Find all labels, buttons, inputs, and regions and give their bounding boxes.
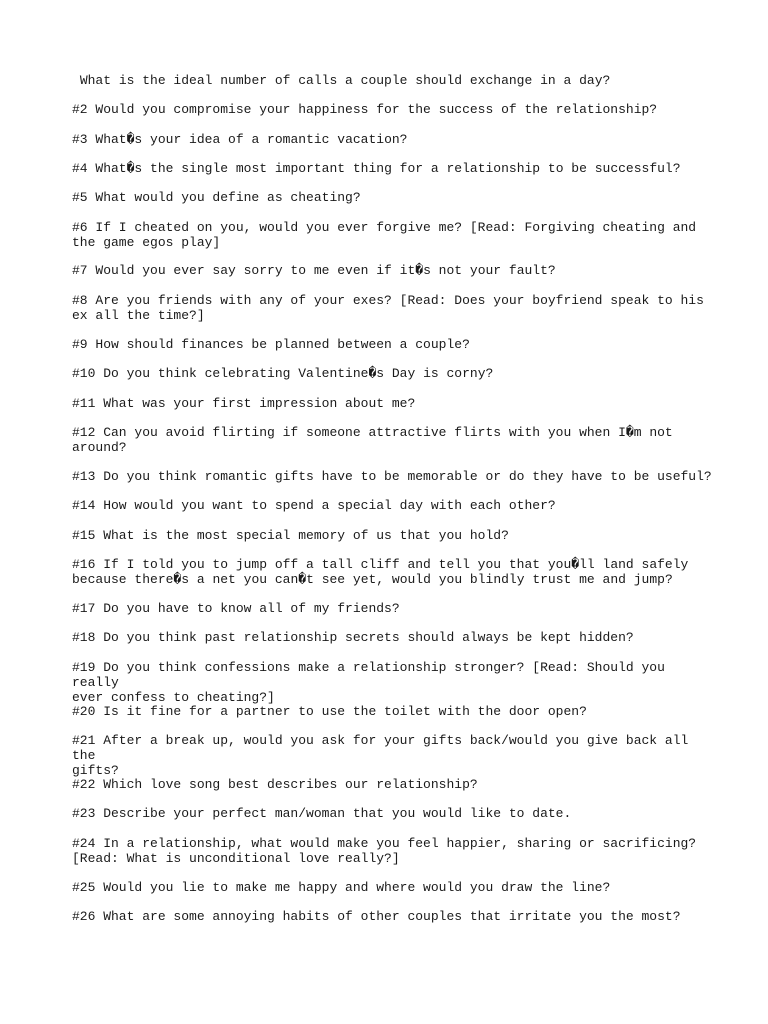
- question-22: #22 Which love song best describes our relationship?: [72, 777, 478, 792]
- question-10: #10 Do you think celebrating Valentine�s Day is corny?: [72, 366, 494, 381]
- question-9: #9 How should finances be planned between a couple?: [72, 337, 470, 352]
- question-16: #16 If I told you to jump off a tall cliff and tell you that you�ll land safely because there�s a net you can�t see yet, would you blindly trust me and jump?: [72, 557, 689, 587]
- question-4: #4 What�s the single most important thing for a relationship to be successful?: [72, 161, 681, 176]
- question-12: #12 Can you avoid flirting if someone attractive flirts with you when I�m not around?: [72, 425, 673, 455]
- question-26: #26 What are some annoying habits of other couples that irritate you the most?: [72, 909, 681, 924]
- question-6: #6 If I cheated on you, would you ever forgive me? [Read: Forgiving cheating and the game egos play]: [72, 220, 697, 250]
- question-21: #21 After a break up, would you ask for your gifts back/would you give back all the gifts?: [72, 733, 689, 778]
- question-14: #14 How would you want to spend a special day with each other?: [72, 498, 556, 513]
- question-18: #18 Do you think past relationship secrets should always be kept hidden?: [72, 630, 634, 645]
- question-13: #13 Do you think romantic gifts have to be memorable or do they have to be useful?: [72, 469, 712, 484]
- question-11: #11 What was your first impression about me?: [72, 396, 416, 411]
- question-17: #17 Do you have to know all of my friends?: [72, 601, 400, 616]
- question-20: #20 Is it fine for a partner to use the toilet with the door open?: [72, 704, 587, 719]
- question-3: #3 What�s your idea of a romantic vacation?: [72, 132, 408, 147]
- question-25: #25 Would you lie to make me happy and where would you draw the line?: [72, 880, 611, 895]
- question-7: #7 Would you ever say sorry to me even if it�s not your fault?: [72, 263, 556, 278]
- question-24: #24 In a relationship, what would make you feel happier, sharing or sacrificing? [Read: What is unconditional love really?]: [72, 836, 697, 866]
- question-5: #5 What would you define as cheating?: [72, 190, 361, 205]
- question-15: #15 What is the most special memory of us that you hold?: [72, 528, 509, 543]
- question-23: #23 Describe your perfect man/woman that you would like to date.: [72, 806, 572, 821]
- question-19: #19 Do you think confessions make a relationship stronger? [Read: Should you really ever confess to cheating?]: [72, 660, 665, 705]
- question-2: #2 Would you compromise your happiness for the success of the relationship?: [72, 102, 658, 117]
- question-8: #8 Are you friends with any of your exes? [Read: Does your boyfriend speak to his ex all the time?]: [72, 293, 704, 323]
- question-1: What is the ideal number of calls a couple should exchange in a day?: [72, 73, 611, 88]
